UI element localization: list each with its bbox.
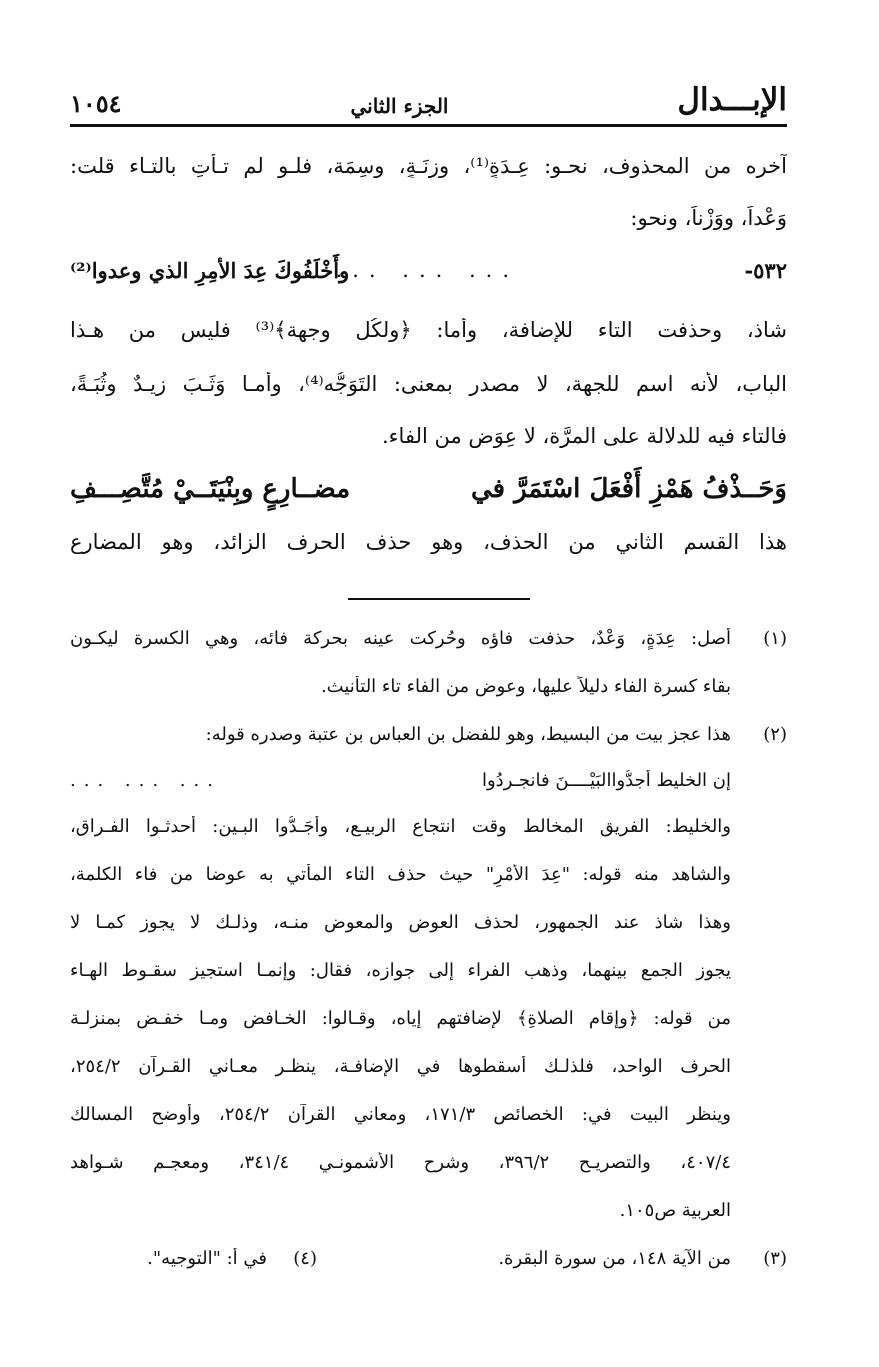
poem-second-hemistich: مضــارِعٍ وبِنْيَتَــيْ مُتَّصِـــفِ: [70, 474, 351, 504]
footnote-3-number: (٣): [763, 1248, 787, 1269]
chapter-title: الإبـــدال: [677, 82, 787, 118]
poem-first-hemistich: وَحَــذْفُ هَمْزِ أَفْعَلَ اسْتَمَرَّ في: [471, 474, 787, 504]
body-line-1: آخره من المحذوف، نحـو: عِـدَةٍ⁽¹⁾، وزِنَـةٍ، وسِمَة، فلـو لم تـأتِ بالتـاء قلت:: [70, 154, 787, 178]
footnote-2-line-9: وينظر البيت في: الخصائص ١٧١/٣، ومعاني القرآن ٢٥٤/٢، وأوضح المسالك: [70, 1104, 731, 1125]
footnote-2-line-10: ٤٠٧/٤، والتصريـح ٣٩٦/٢، وشرح الأشمونـي ٣٤١/٤، ومعجـم شـواهد: [70, 1152, 731, 1173]
footnote-4-number: (٤): [293, 1248, 317, 1269]
body-line-3: شاذ، وحذفت التاء للإضافة، وأما: ﴿ولكُلٍ وجهة﴾⁽³⁾ فليس من هـذا: [70, 318, 787, 342]
body-line-6: هذا القسم الثاني من الحذف، وهو حذف الحرف الزائد، وهو المضارع: [70, 530, 787, 554]
footnote-2-number: (٢): [763, 724, 787, 745]
footnote-2-dots: ... ... ...: [70, 770, 221, 791]
footnote-2-line-1: [70, 724, 787, 754]
footnote-2-line-4: والشاهد منه قوله: "عِدَ الأَمْرِ" حيث حذف التاء المأتي به عوضا من فاء الكلمة،: [70, 864, 731, 885]
footnote-1-line-2: بقاء كسرة الفاء دليلاً عليها، وعوض من الفاء تاء التأنيث.: [320, 676, 731, 697]
verse-dots: ... ... ...: [335, 258, 519, 282]
volume-label: الجزء الثاني: [350, 94, 449, 118]
footnote-3-text: من الآية ١٤٨، من سورة البقرة.: [498, 1248, 731, 1269]
footnote-3-4-line: [70, 1248, 787, 1278]
footnote-2-line-7: من قوله: ﴿وإقام الصلاةِ﴾ لإضافتهم إياه، وقـالوا: الخـافض ومـا خفـض بمنزلـة: [70, 1008, 731, 1029]
footnote-2-line-6: يجوز الجمع بينهما، وذهب الفراء إلى جوازه، فقال: وإنمـا استجيز سقـوط الهـاء: [70, 960, 731, 981]
alfiyya-verse: [70, 474, 787, 504]
page-number: ١٠٥٤: [70, 89, 122, 118]
footnote-2-hemistich: إن الخليط أجدُّواالبَيْــــنَ فانجـردُوا: [481, 770, 731, 791]
body-line-5: فالتاء فيه للدلالة على المرَّة، لا عِوَض من الفاء.: [382, 424, 787, 448]
footnote-2-line-5: وهذا شاذ عند الجمهور، لحذف العوض والمعوض منـه، وذلـك لا يجوز كمـا لا: [70, 912, 731, 933]
page-header: [70, 68, 787, 118]
footnote-2-line-11: العربية ص١٠٥.: [619, 1200, 731, 1221]
verse-text: وأَخْلَفُوكَ عِدَ الأمِرِ الذي وعدوا⁽²⁾: [70, 258, 350, 283]
body-line-2: وَعْداً، ووَزْناً، ونحو:: [630, 206, 787, 230]
footnote-1-text: أصل: عِدَةٍ، وَعْدٌ، حذفت فاؤه وحُركت عينه بحركة فائه، وهي الكسرة ليكـون: [70, 628, 731, 649]
footnote-2-line-3: والخليط: الفريق المخالط وقت انتجاع الربيـع، وأجَـدُّوا البـين: أحدثـوا الفـراق،: [70, 816, 731, 837]
body-line-4: الباب، لأنه اسم للجهة، لا مصدر بمعنى: التَوَجُّه⁽⁴⁾، وأمـا وَثَـبَ زيـدٌ وثُبَـةً،: [70, 372, 787, 396]
verse-number: ٥٣٢-: [744, 258, 787, 283]
footnote-4-text: في أ: "التوجيه".: [147, 1248, 267, 1269]
footnote-2-poem-line: [70, 770, 787, 800]
footnote-1-line-1: [70, 628, 787, 658]
footnote-2-text: هذا عجز بيت من البسيط، وهو للفضل بن العباس بن عتبة وصدره قوله:: [205, 724, 731, 745]
footnote-separator: [348, 598, 530, 600]
footnote-2-line-8: الحرف الواحد، فلذلـك أسقطوها في الإضافـة، ينظـر معـاني القـرآن ٢٥٤/٢،: [70, 1056, 731, 1077]
header-rule: [70, 124, 787, 127]
footnote-1-number: (١): [763, 628, 787, 649]
